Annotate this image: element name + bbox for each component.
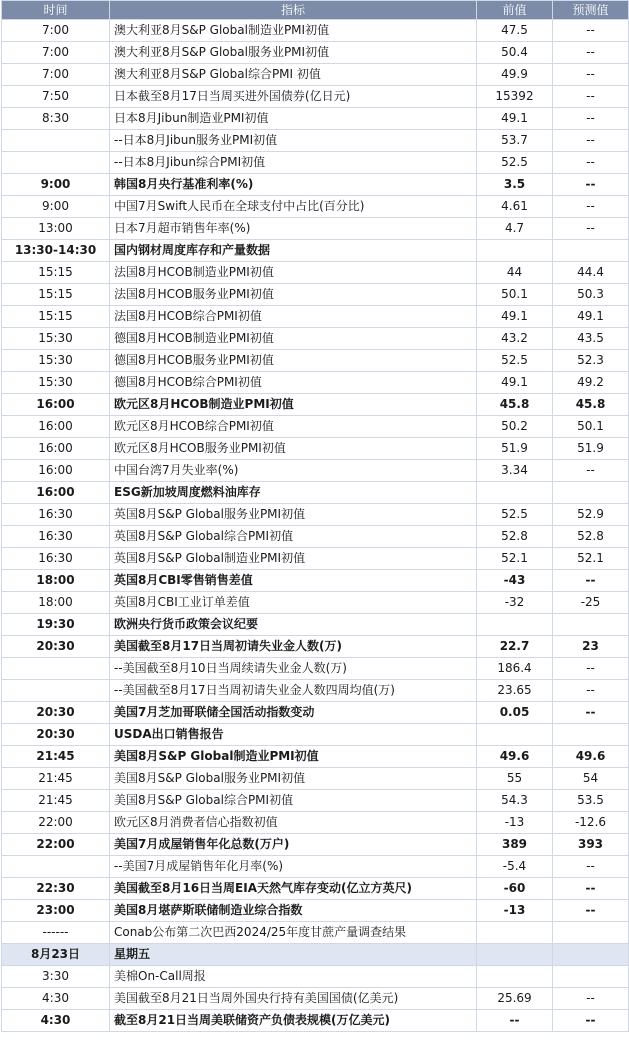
time-cell: 15:30 [2,372,110,394]
previous-value-cell [477,240,553,262]
time-cell: 16:00 [2,460,110,482]
table-row [2,86,629,108]
table-row [2,218,629,240]
indicator-cell: 英国8月S&P Global综合PMI初值 [110,526,477,548]
economic-calendar-table [1,0,629,1032]
indicator-cell: 中国台湾7月失业率(%) [110,460,477,482]
forecast-value-cell: 49.1 [553,306,629,328]
time-cell: 7:50 [2,86,110,108]
indicator-cell: 美国8月S&P Global服务业PMI初值 [110,768,477,790]
indicator-cell: 德国8月HCOB服务业PMI初值 [110,350,477,372]
indicator-cell: 星期五 [110,944,477,966]
previous-value-cell: 49.6 [477,746,553,768]
time-cell: 22:30 [2,878,110,900]
table-row [2,900,629,922]
time-cell: 22:00 [2,834,110,856]
time-cell: 20:30 [2,636,110,658]
table-row [2,394,629,416]
time-cell: 22:00 [2,812,110,834]
indicator-cell: 英国8月CBI工业订单差值 [110,592,477,614]
table-row [2,1010,629,1032]
indicator-cell: 欧洲央行货币政策会议纪要 [110,614,477,636]
time-cell: 15:30 [2,350,110,372]
forecast-value-cell: 50.3 [553,284,629,306]
forecast-value-cell: -- [553,1010,629,1032]
indicator-cell: 日本7月超市销售年率(%) [110,218,477,240]
forecast-value-cell: -- [553,856,629,878]
previous-value-cell: -43 [477,570,553,592]
time-cell: 7:00 [2,64,110,86]
table-row [2,812,629,834]
forecast-value-cell [553,614,629,636]
time-cell: 16:30 [2,504,110,526]
table-row [2,284,629,306]
indicator-cell: 美国截至8月16日当周EIA天然气库存变动(亿立方英尺) [110,878,477,900]
table-row [2,570,629,592]
previous-value-cell: -5.4 [477,856,553,878]
table-row [2,988,629,1010]
forecast-value-cell [553,240,629,262]
time-cell [2,856,110,878]
previous-value-cell: 3.34 [477,460,553,482]
previous-value-cell: 49.1 [477,108,553,130]
table-row [2,856,629,878]
indicator-cell: 欧元区8月消费者信心指数初值 [110,812,477,834]
previous-value-cell [477,724,553,746]
forecast-value-cell: 53.5 [553,790,629,812]
previous-value-cell: 45.8 [477,394,553,416]
forecast-value-cell: 393 [553,834,629,856]
indicator-cell: USDA出口销售报告 [110,724,477,746]
time-cell: 16:00 [2,394,110,416]
table-row [2,966,629,988]
table-row [2,724,629,746]
forecast-value-cell: 49.2 [553,372,629,394]
indicator-cell: 法国8月HCOB综合PMI初值 [110,306,477,328]
table-row [2,196,629,218]
previous-value-cell: 4.61 [477,196,553,218]
previous-value-cell: 50.1 [477,284,553,306]
time-cell: 15:15 [2,306,110,328]
time-cell: 21:45 [2,746,110,768]
indicator-cell: 澳大利亚8月S&P Global综合PMI 初值 [110,64,477,86]
time-cell [2,680,110,702]
table-row [2,108,629,130]
time-cell: 8:30 [2,108,110,130]
time-cell: 23:00 [2,900,110,922]
indicator-cell: ESG新加坡周度燃料油库存 [110,482,477,504]
previous-value-cell [477,966,553,988]
forecast-value-cell: 52.8 [553,526,629,548]
forecast-value-cell: -- [553,196,629,218]
forecast-value-cell: -- [553,64,629,86]
time-cell: ------ [2,922,110,944]
time-cell: 9:00 [2,196,110,218]
indicator-cell: 欧元区8月HCOB服务业PMI初值 [110,438,477,460]
forecast-value-cell: -25 [553,592,629,614]
previous-value-cell: 389 [477,834,553,856]
previous-value-cell: 4.7 [477,218,553,240]
table-row [2,372,629,394]
forecast-value-cell [553,922,629,944]
time-cell: 20:30 [2,702,110,724]
forecast-value-cell [553,944,629,966]
table-row [2,922,629,944]
table-body [2,20,629,1032]
indicator-cell: 美国7月芝加哥联储全国活动指数变动 [110,702,477,724]
header-indicator: 指标 [110,1,477,20]
table-row [2,438,629,460]
previous-value-cell: -60 [477,878,553,900]
previous-value-cell: 50.4 [477,42,553,64]
header-time: 时间 [2,1,110,20]
previous-value-cell: 49.1 [477,306,553,328]
previous-value-cell: 49.9 [477,64,553,86]
table-row [2,592,629,614]
previous-value-cell: 52.8 [477,526,553,548]
previous-value-cell [477,922,553,944]
table-row [2,834,629,856]
previous-value-cell [477,614,553,636]
table-row [2,152,629,174]
indicator-cell: --美国7月成屋销售年化月率(%) [110,856,477,878]
forecast-value-cell: -- [553,702,629,724]
indicator-cell: 国内钢材周度库存和产量数据 [110,240,477,262]
time-cell: 7:00 [2,20,110,42]
forecast-value-cell: 49.6 [553,746,629,768]
table-row [2,702,629,724]
previous-value-cell: -32 [477,592,553,614]
indicator-cell: 截至8月21日当周美联储资产负债表规模(万亿美元) [110,1010,477,1032]
previous-value-cell: 52.1 [477,548,553,570]
date-row [2,944,629,966]
forecast-value-cell: -- [553,218,629,240]
time-cell: 19:30 [2,614,110,636]
previous-value-cell: 52.5 [477,152,553,174]
forecast-value-cell: -- [553,570,629,592]
table-row [2,306,629,328]
time-cell: 13:00 [2,218,110,240]
forecast-value-cell: -- [553,878,629,900]
time-cell: 16:00 [2,416,110,438]
table-row [2,20,629,42]
indicator-cell: 澳大利亚8月S&P Global制造业PMI初值 [110,20,477,42]
previous-value-cell: 23.65 [477,680,553,702]
table-row [2,64,629,86]
forecast-value-cell: -- [553,86,629,108]
forecast-value-cell: -- [553,42,629,64]
indicator-cell: --美国截至8月17日当周初请失业金人数四周均值(万) [110,680,477,702]
table-row [2,614,629,636]
previous-value-cell: 47.5 [477,20,553,42]
indicator-cell: 欧元区8月HCOB综合PMI初值 [110,416,477,438]
time-cell: 18:00 [2,570,110,592]
forecast-value-cell: 43.5 [553,328,629,350]
previous-value-cell: 55 [477,768,553,790]
table-row [2,42,629,64]
previous-value-cell: 52.5 [477,350,553,372]
previous-value-cell: 43.2 [477,328,553,350]
previous-value-cell: 52.5 [477,504,553,526]
header-forecast: 预测值 [553,1,629,20]
forecast-value-cell: 51.9 [553,438,629,460]
time-cell: 15:15 [2,262,110,284]
time-cell: 15:30 [2,328,110,350]
forecast-value-cell: -- [553,20,629,42]
indicator-cell: 韩国8月央行基准利率(%) [110,174,477,196]
indicator-cell: 欧元区8月HCOB制造业PMI初值 [110,394,477,416]
previous-value-cell [477,482,553,504]
time-cell: 4:30 [2,1010,110,1032]
forecast-value-cell: 54 [553,768,629,790]
previous-value-cell: 25.69 [477,988,553,1010]
table-row [2,658,629,680]
table-row [2,416,629,438]
forecast-value-cell: -- [553,174,629,196]
previous-value-cell: 0.05 [477,702,553,724]
table-row [2,878,629,900]
indicator-cell: 日本截至8月17日当周买进外国债券(亿日元) [110,86,477,108]
indicator-cell: Conab公布第二次巴西2024/25年度甘蔗产量调查结果 [110,922,477,944]
time-cell: 7:00 [2,42,110,64]
forecast-value-cell: -- [553,152,629,174]
time-cell: 8月23日 [2,944,110,966]
forecast-value-cell: 45.8 [553,394,629,416]
forecast-value-cell [553,966,629,988]
time-cell [2,658,110,680]
time-cell: 15:15 [2,284,110,306]
previous-value-cell: 50.2 [477,416,553,438]
forecast-value-cell: -- [553,680,629,702]
forecast-value-cell: -- [553,108,629,130]
previous-value-cell: 15392 [477,86,553,108]
time-cell: 13:30-14:30 [2,240,110,262]
forecast-value-cell: -- [553,460,629,482]
forecast-value-cell: -- [553,658,629,680]
time-cell: 16:30 [2,526,110,548]
forecast-value-cell: 52.3 [553,350,629,372]
table-header-row [2,1,629,20]
forecast-value-cell: 44.4 [553,262,629,284]
indicator-cell: 美国8月S&P Global综合PMI初值 [110,790,477,812]
table-row [2,174,629,196]
previous-value-cell: 186.4 [477,658,553,680]
forecast-value-cell: 52.9 [553,504,629,526]
forecast-value-cell: -- [553,900,629,922]
indicator-cell: 美国8月堪萨斯联储制造业综合指数 [110,900,477,922]
indicator-cell: 英国8月S&P Global服务业PMI初值 [110,504,477,526]
indicator-cell: 法国8月HCOB服务业PMI初值 [110,284,477,306]
table-row [2,504,629,526]
previous-value-cell: 51.9 [477,438,553,460]
forecast-value-cell: 23 [553,636,629,658]
time-cell: 4:30 [2,988,110,1010]
indicator-cell: 澳大利亚8月S&P Global服务业PMI初值 [110,42,477,64]
table-row [2,328,629,350]
indicator-cell: 法国8月HCOB制造业PMI初值 [110,262,477,284]
table-row [2,790,629,812]
time-cell: 21:45 [2,768,110,790]
time-cell: 18:00 [2,592,110,614]
previous-value-cell [477,944,553,966]
header-previous: 前值 [477,1,553,20]
previous-value-cell: 54.3 [477,790,553,812]
table-row [2,636,629,658]
previous-value-cell: 44 [477,262,553,284]
table-row [2,130,629,152]
previous-value-cell: 3.5 [477,174,553,196]
table-row [2,482,629,504]
indicator-cell: --美国截至8月10日当周续请失业金人数(万) [110,658,477,680]
table-row [2,460,629,482]
forecast-value-cell: 52.1 [553,548,629,570]
forecast-value-cell: -- [553,130,629,152]
previous-value-cell: -- [477,1010,553,1032]
forecast-value-cell: -- [553,988,629,1010]
table-row [2,262,629,284]
indicator-cell: 德国8月HCOB综合PMI初值 [110,372,477,394]
indicator-cell: 中国7月Swift人民币在全球支付中占比(百分比) [110,196,477,218]
indicator-cell: --日本8月Jibun综合PMI初值 [110,152,477,174]
time-cell: 3:30 [2,966,110,988]
table-row [2,680,629,702]
indicator-cell: 美棉On-Call周报 [110,966,477,988]
indicator-cell: 德国8月HCOB制造业PMI初值 [110,328,477,350]
table-row [2,526,629,548]
indicator-cell: 英国8月CBI零售销售差值 [110,570,477,592]
indicator-cell: 英国8月S&P Global制造业PMI初值 [110,548,477,570]
time-cell: 16:00 [2,482,110,504]
previous-value-cell: 22.7 [477,636,553,658]
forecast-value-cell [553,724,629,746]
indicator-cell: 美国7月成屋销售年化总数(万户) [110,834,477,856]
indicator-cell: 美国截至8月21日当周外国央行持有美国国债(亿美元) [110,988,477,1010]
time-cell [2,130,110,152]
indicator-cell: 日本8月Jibun制造业PMI初值 [110,108,477,130]
previous-value-cell: 49.1 [477,372,553,394]
forecast-value-cell: 50.1 [553,416,629,438]
previous-value-cell: -13 [477,812,553,834]
time-cell: 16:30 [2,548,110,570]
previous-value-cell: 53.7 [477,130,553,152]
table-row [2,768,629,790]
indicator-cell: --日本8月Jibun服务业PMI初值 [110,130,477,152]
time-cell: 21:45 [2,790,110,812]
previous-value-cell: -13 [477,900,553,922]
table-row [2,240,629,262]
time-cell: 16:00 [2,438,110,460]
time-cell: 20:30 [2,724,110,746]
table-row [2,548,629,570]
forecast-value-cell: -12.6 [553,812,629,834]
indicator-cell: 美国截至8月17日当周初请失业金人数(万) [110,636,477,658]
forecast-value-cell [553,482,629,504]
time-cell: 9:00 [2,174,110,196]
time-cell [2,152,110,174]
table-row [2,746,629,768]
table-row [2,350,629,372]
indicator-cell: 美国8月S&P Global制造业PMI初值 [110,746,477,768]
